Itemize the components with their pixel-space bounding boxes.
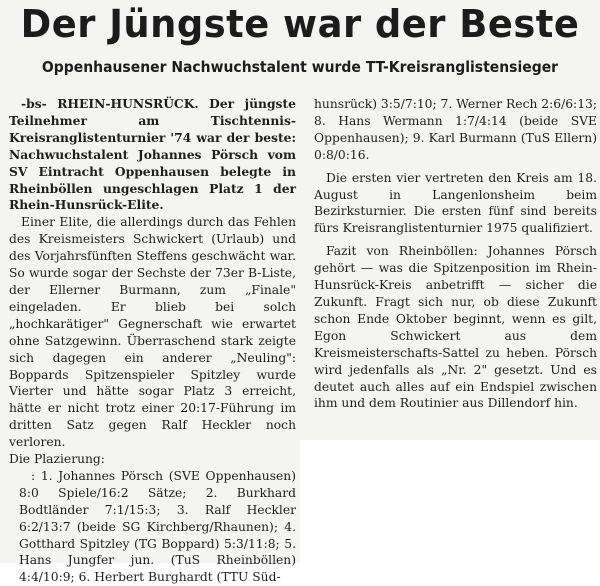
placings-continued: hunsrück) 3:5/7:10; 7. Werner Rech 2:6/6:13; 8. Hans Wermann 1:7/4:14 (beide SVE Oppenhausen); 9. Karl Burmann (TuS Ellern) 0:8/0:16. (314, 97, 597, 162)
body-paragraph: Die ersten vier vertreten den Kreis am 18. August in Langenlonsheim beim Bezirksturnier. Die ersten fünf sind bereits fürs Kreisranglistenturnier 1975 qualifiziert. (314, 170, 597, 236)
subheadline: Oppenhausener Nachwuchstalent wurde TT-Kreisranglistensieger (41, 58, 559, 76)
placings-list: : 1. Johannes Pörsch (SVE Oppenhausen) 8:0 Spiele/16:2 Sätze; 2. Burkhard Bodtländer 7:1/15:3; 3. Ralf Heckler 6:2/13:7 (beide SG Kirchberg/Rhaunen); 4. Gotthard Spitzley (TG Boppard) 5:3/11:8; 5. Hans Jungfer jun. (TuS Rheinböllen) 4:4/10:9; 6. Herbert Burghardt (TTU Süd- (19, 468, 296, 585)
headline: Der Jüngste war der Beste (20, 2, 580, 46)
body-paragraph: Einer Elite, die allerdings durch das Fehlen des Kreismeisters Schwickert (Urlaub) und des Vorjahrsfünften Steffens geschwächt war. So wurde sogar der Sechste der 73er B-Liste, der Ellerner Burmann, zum „Finale" eingeladen. Er blieb bei solch „hochkarätiger" Gegnerschaft wie erwartet ohne Satzgewinn. Überraschend stark zeigte sich dagegen ein anderer „Neuling": Boppards Spitzenspieler Spitzley wurde Vierter und hätte sogar Platz 3 erreicht, hätte er nicht trotz einer 20:17-Führung im dritten Satz gegen Ralf Heckler noch verloren. (9, 215, 296, 450)
lead-paragraph: -bs- RHEIN-HUNSRÜCK. Der jüngste Teilnehmer am Tischtennis-Kreisranglistenturnier '74 war der beste: Nachwuchstalent Johannes Pörsch vom SV Eintracht Oppenhausen belegte in Rheinböllen ungeschlagen Platz 1 der Rhein-Hunsrück-Elite. (9, 96, 296, 213)
left-column (9, 96, 296, 586)
right-column (314, 96, 597, 412)
conclusion-paragraph: Fazit von Rheinböllen: Johannes Pörsch gehört — was die Spitzenposition im Rhein-Hunsrück-Kreis anbetrifft — sicher die Zukunft. Fragt sich nur, ob diese Zukunft schon Ende Oktober beginnt, wenn es gilt, Egon Schwickert aus dem Kreismeisterschafts-Sattel zu heben. Pörsch wird jedenfalls als „Nr. 2" gesetzt. Und es deutet auch alles auf ein Endspiel zwischen ihm und dem Routinier aus Dillendorf hin. (314, 244, 597, 411)
placings-label: Die Plazierung: (9, 452, 105, 467)
page-background (300, 440, 600, 563)
